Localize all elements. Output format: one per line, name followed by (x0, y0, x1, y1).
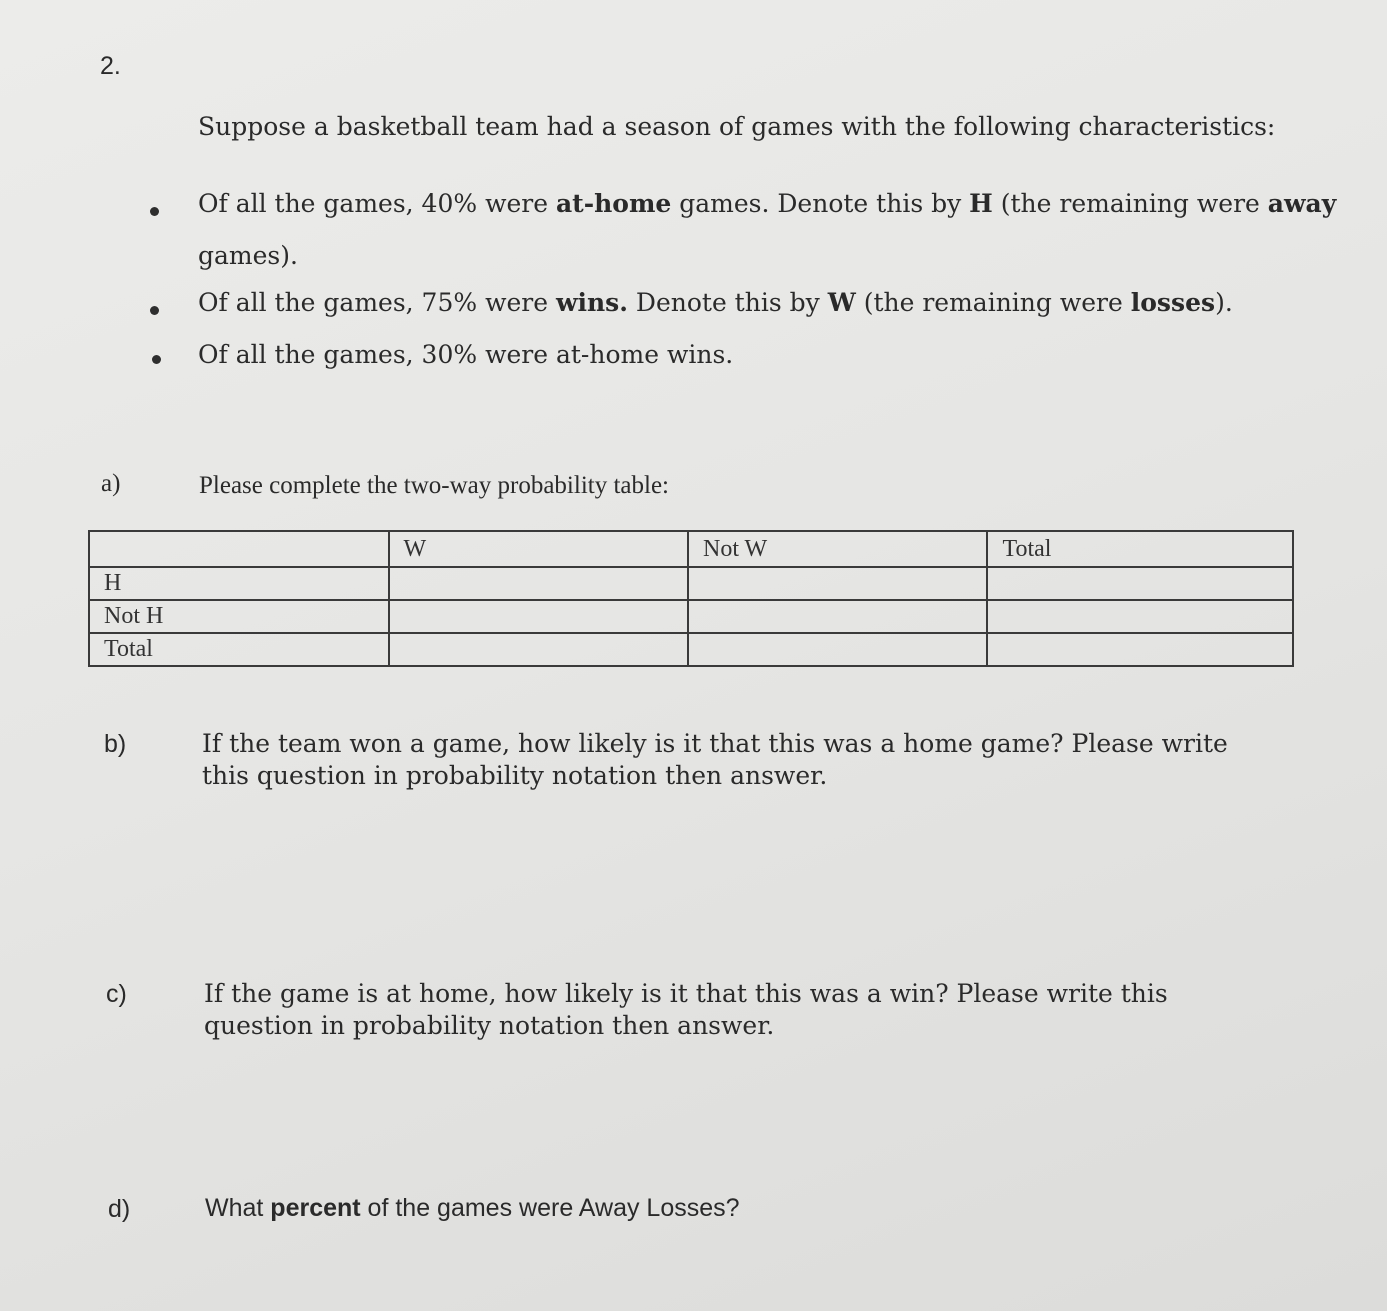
part-d-text: What percent of the games were Away Losses? (205, 1194, 740, 1222)
two-way-probability-table (88, 530, 1294, 667)
cell-not-h-not-w[interactable] (688, 600, 987, 633)
cell-h-total[interactable] (987, 567, 1293, 600)
bullet-2-text: Of all the games, 75% were wins. Denote this by W (the remaining were losses). (198, 288, 1233, 317)
cell-total-w[interactable] (389, 633, 688, 666)
bullet-1-line-2: games). (198, 241, 298, 270)
header-cell-w: W (389, 531, 688, 567)
bullet-dot-3 (152, 355, 161, 364)
table-header-row (89, 531, 1293, 567)
cell-total-total[interactable] (987, 633, 1293, 666)
table-row-h (89, 567, 1293, 600)
intro-text: Suppose a basketball team had a season of games with the following characteristics: (198, 112, 1276, 141)
cell-not-h-w[interactable] (389, 600, 688, 633)
bullet-dot-1 (150, 207, 159, 216)
part-c-text: If the game is at home, how likely is it that this was a win? Please write this question in probability notation then answer. (204, 979, 1168, 1040)
header-cell-empty (89, 531, 389, 567)
question-number: 2. (100, 52, 121, 80)
row-label-h: H (89, 567, 389, 600)
row-label-total: Total (89, 633, 389, 666)
table-row-not-h (89, 600, 1293, 633)
bullet-dot-2 (150, 306, 159, 315)
part-b-label: b) (104, 730, 127, 758)
bullet-1-line-1: Of all the games, 40% were at-home games. Denote this by H (the remaining were away (198, 189, 1337, 218)
part-a-text: Please complete the two-way probability table: (199, 472, 669, 499)
cell-not-h-total[interactable] (987, 600, 1293, 633)
row-label-not-h: Not H (89, 600, 389, 633)
part-a-label: a) (101, 470, 121, 497)
cell-h-w[interactable] (389, 567, 688, 600)
header-cell-not-w: Not W (688, 531, 987, 567)
part-b-text: If the team won a game, how likely is it that this was a home game? Please write this question in probability notation then answer. (202, 729, 1228, 790)
cell-total-not-w[interactable] (688, 633, 987, 666)
part-c-label: c) (106, 980, 127, 1008)
table-row-total (89, 633, 1293, 666)
bullet-3-text: Of all the games, 30% were at-home wins. (198, 340, 734, 369)
part-d-label: d) (108, 1195, 131, 1223)
cell-h-not-w[interactable] (688, 567, 987, 600)
header-cell-total: Total (987, 531, 1293, 567)
